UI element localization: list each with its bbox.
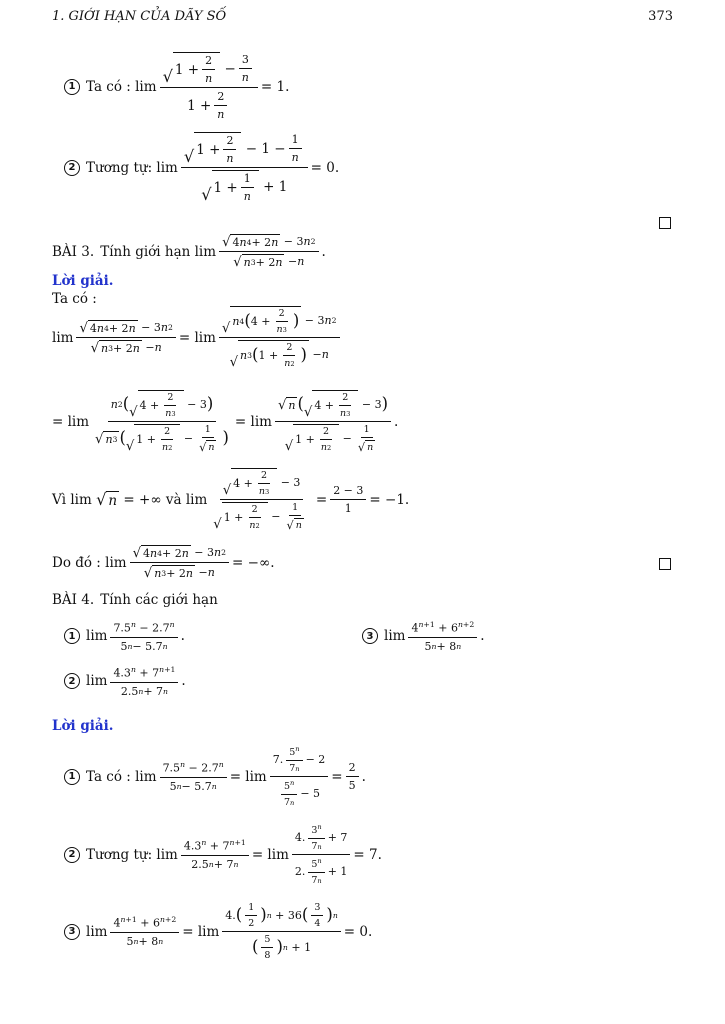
circled-number-1: 1: [64, 79, 80, 95]
item-1-line: [64, 52, 289, 121]
text-eq-zero: = 0.: [310, 159, 340, 176]
item-2-line: [64, 132, 339, 203]
bai4-problem-2: 2 lim $4.3^n + 7^{n+1}$ 2.5 n + 7 n .: [64, 665, 186, 698]
bai4-problem-3: 3 lim $4^{n+1} + 6^{n+2}$ 5 n + 8 n .: [362, 620, 485, 653]
bai4-solution-heading: Lời giải.: [52, 718, 114, 734]
bai3-title: BÀI 3.: [52, 243, 95, 260]
qed-square-2: [659, 558, 671, 570]
bai4-solution-2: 2 Tương tự: lim $4.3^n + 7^{n+1}$ 2.5 n + 7 n = lim 4. 3$^n$ 7 n + 7 2. 5$^n$ 7 n + 1 = 7.: [64, 823, 382, 886]
fraction-bai3: √ 4 n 4 + 2 n − 3 n 2 √ n 3 + 2 n − n: [219, 234, 318, 269]
bai4-solution-1: 1 Ta có : lim $7.5^n - 2.7^n$ 5 n − 5.7 n = lim 7. 5$^n$ 7 n − 2 5$^n$ 7 n − 5 = $\frac{2}{5}$ .: [64, 745, 366, 808]
text-result-mid: = −1.: [369, 491, 410, 508]
bai3-text: Tính giới hạn lim: [100, 243, 217, 260]
circled-number-2: 2: [64, 160, 80, 176]
bai3-conclusion: Do đó : lim √ 4 n 4 + 2 n − 3 n 2 √ n 3 + 2 n − n = −∞.: [52, 545, 275, 581]
text-ta-co-2: Ta có : lim: [86, 768, 157, 785]
text-ta-co: Ta có : lim: [86, 78, 157, 95]
circled-number-1: 1: [64, 769, 80, 785]
bai3-step1: lim √ 4 n 4 + 2 n − 3 n 2 √ n 3 + 2 n − n = lim √ n 4 ( 4 + 2 n 3 ) − 3 n 2 √ n 3 ( 1 + 2 n 2 ) − n: [52, 306, 343, 369]
bai3-statement: BÀI 3. Tính giới hạn lim √ 4 n 4 + 2 n − 3 n 2 √ n 3 + 2 n − n .: [52, 234, 326, 270]
bai4-text: Tính các giới hạn: [100, 592, 218, 608]
fraction-item1: √ 1 + $\frac{2}{n}$ − $\frac{3}{n}$ 1 + $\frac{2}{n}$: [160, 52, 258, 121]
circled-number-3: 3: [64, 924, 80, 940]
bai3-step3: Vì lim √ n = +∞ và lim √ 4 + 2 n 3 − 3 √ 1 + 2 n 2 − 1 √ n = $\frac{2 - 3}{1}$ = −1.: [52, 470, 410, 532]
bai3-solution-heading: Lời giải.: [52, 273, 114, 289]
text-vi: Vì lim: [52, 491, 92, 508]
text-eq-one: = 1.: [260, 78, 290, 95]
text-result: = −∞.: [232, 554, 275, 571]
bai4-title: BÀI 4.: [52, 592, 95, 608]
chapter-header: 1. GIỚI HẠN CỦA DÃY SỐ: [52, 9, 227, 24]
bai4-solution-3: 3 lim $4^{n+1} + 6^{n+2}$ 5 n + 8 n = lim 4. ( $\frac{1}{2}$ ) n + 36 ( $\frac{3}{4}$ ) n ( $\frac{5}{8}$ ) n + 1 = 0.: [64, 902, 372, 961]
bai3-ta-co: Ta có :: [52, 291, 97, 307]
circled-number-2: 2: [64, 847, 80, 863]
page-number: 373: [648, 9, 673, 24]
bai4-problem-1: 1 lim $7.5^n - 2.7^n$ 5 n − 5.7 n .: [64, 620, 185, 653]
fraction-item2: √ 1 + $\frac{2}{n}$ − 1 − $\frac{1}{n}$ √ 1 + $\frac{1}{n}$ + 1: [181, 132, 308, 203]
text-tuong-tu: Tương tự: lim: [86, 159, 178, 176]
circled-number-3: 3: [362, 628, 378, 644]
bai4-statement: [52, 592, 218, 608]
text-tuong-tu-2: Tương tự: lim: [86, 846, 178, 863]
circled-number-2: 2: [64, 673, 80, 689]
circled-number-1: 1: [64, 628, 80, 644]
qed-square-1: [659, 217, 671, 229]
bai3-step2: = lim n 2 ( √ 4 + 2 n 3 − 3 ) √ n 3 ( √ 1 + 2 n 2 − 1 √ n ) = lim √ n ( √ 4 + 2 n 3 − 3 ) √ 1 + 2 n 2 − 1 √ n .: [52, 392, 399, 454]
text-do-do: Do đó : lim: [52, 554, 127, 571]
text-va: = +∞ và lim: [123, 491, 208, 508]
